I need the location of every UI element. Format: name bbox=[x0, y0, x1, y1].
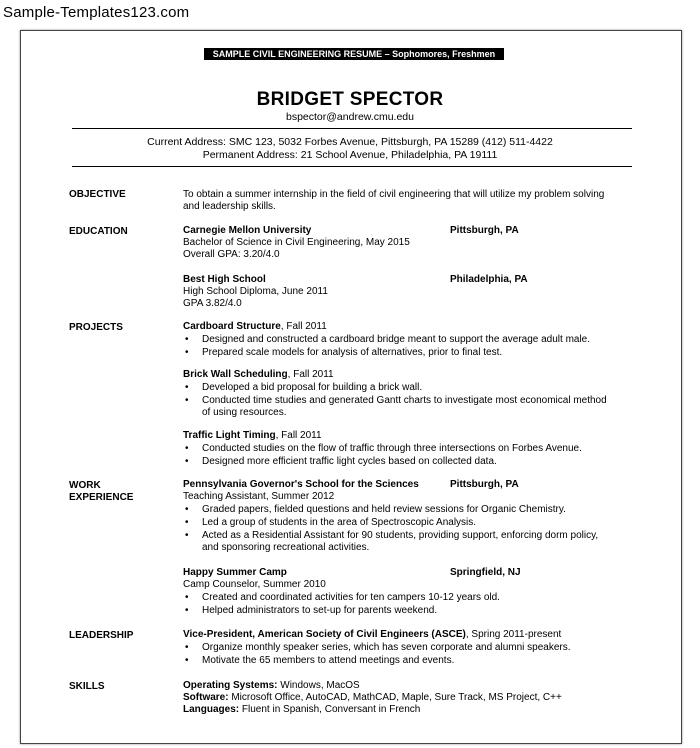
list-item: • Acted as a Residential Assistant for 90 students, providing support, enforcing dorm policy, bbox=[202, 530, 598, 542]
skill-row: Languages: Fluent in Spanish, Conversant in French bbox=[183, 704, 421, 715]
section-heading-skills: SKILLS bbox=[69, 681, 105, 692]
list-item: • Motivate the 65 members to attend meetings and events. bbox=[202, 655, 454, 667]
list-item: • Organize monthly speaker series, which has seven corporate and alumni speakers. bbox=[202, 642, 571, 654]
employer-location: Springfield, NJ bbox=[450, 567, 521, 578]
address-divider bbox=[72, 166, 632, 167]
project-title: Cardboard Structure, Fall 2011 bbox=[183, 321, 327, 332]
objective-text: and leadership skills. bbox=[183, 201, 276, 212]
permanent-address: Permanent Address: 21 School Avenue, Philadelphia, PA 19111 bbox=[202, 149, 498, 161]
job-role: Camp Counselor, Summer 2010 bbox=[183, 579, 326, 590]
section-heading-work: WORK bbox=[69, 480, 101, 491]
list-item: • Designed and constructed a cardboard bridge meant to support the average adult male. bbox=[202, 334, 590, 346]
section-heading-experience: EXPERIENCE bbox=[69, 492, 134, 503]
section-heading-leadership: LEADERSHIP bbox=[69, 630, 134, 641]
employer-name: Happy Summer Camp bbox=[183, 567, 287, 578]
section-heading-education: EDUCATION bbox=[69, 226, 128, 237]
watermark: Sample-Templates123.com bbox=[3, 4, 190, 21]
gpa: GPA 3.82/4.0 bbox=[183, 298, 242, 309]
list-item: • Created and coordinated activities for ten campers 10-12 years old. bbox=[202, 592, 500, 604]
list-item: • Conducted studies on the flow of traffic through three intersections on Forbes Avenue. bbox=[202, 443, 582, 455]
header-divider bbox=[72, 128, 632, 129]
leadership-title: Vice-President, American Society of Civil Engineers (ASCE), Spring 2011-present bbox=[183, 629, 562, 640]
list-item: • Conducted time studies and generated Gantt charts to investigate most economical method bbox=[202, 395, 607, 407]
skill-row: Operating Systems: Windows, MacOS bbox=[183, 680, 360, 691]
current-address: Current Address: SMC 123, 5032 Forbes Avenue, Pittsburgh, PA 15289 (412) 511-4422 bbox=[147, 136, 553, 148]
degree: Bachelor of Science in Civil Engineering, May 2015 bbox=[183, 237, 410, 248]
list-item: • Graded papers, fielded questions and held review sessions for Organic Chemistry. bbox=[202, 504, 566, 516]
employer-name: Pennsylvania Governor's School for the Sciences bbox=[183, 479, 419, 490]
project-title: Traffic Light Timing, Fall 2011 bbox=[183, 430, 322, 441]
school-name: Carnegie Mellon University bbox=[183, 225, 312, 236]
resume-banner: SAMPLE CIVIL ENGINEERING RESUME – Sophomores, Freshmen bbox=[204, 48, 504, 60]
list-item: • Led a group of students in the area of Spectroscopic Analysis. bbox=[202, 517, 476, 529]
employer-location: Pittsburgh, PA bbox=[450, 479, 519, 490]
degree: High School Diploma, June 2011 bbox=[183, 286, 328, 297]
school-location: Pittsburgh, PA bbox=[450, 225, 519, 236]
section-heading-projects: PROJECTS bbox=[69, 322, 123, 333]
gpa: Overall GPA: 3.20/4.0 bbox=[183, 249, 280, 260]
job-role: Teaching Assistant, Summer 2012 bbox=[183, 491, 335, 502]
list-item: • Designed more efficient traffic light cycles based on collected data. bbox=[202, 456, 497, 468]
list-item: • Helped administrators to set-up for parents weekend. bbox=[202, 605, 437, 617]
list-item: • Developed a bid proposal for building a brick wall. bbox=[202, 382, 422, 394]
section-heading-objective: OBJECTIVE bbox=[69, 189, 126, 200]
applicant-name: BRIDGET SPECTOR bbox=[256, 89, 444, 110]
project-title: Brick Wall Scheduling, Fall 2011 bbox=[183, 369, 334, 380]
list-item: • Prepared scale models for analysis of alternatives, prior to final test. bbox=[202, 347, 502, 359]
list-item-continued: and sponsoring recreational activities. bbox=[202, 542, 370, 553]
skill-row: Software: Microsoft Office, AutoCAD, MathCAD, Maple, Sure Track, MS Project, C++ bbox=[183, 692, 562, 703]
school-location: Philadelphia, PA bbox=[450, 274, 528, 285]
applicant-email: bspector@andrew.cmu.edu bbox=[286, 111, 414, 123]
school-name: Best High School bbox=[183, 274, 266, 285]
list-item-continued: of using resources. bbox=[202, 407, 287, 418]
objective-text: To obtain a summer internship in the field of civil engineering that will utilize my problem solving bbox=[183, 189, 605, 200]
